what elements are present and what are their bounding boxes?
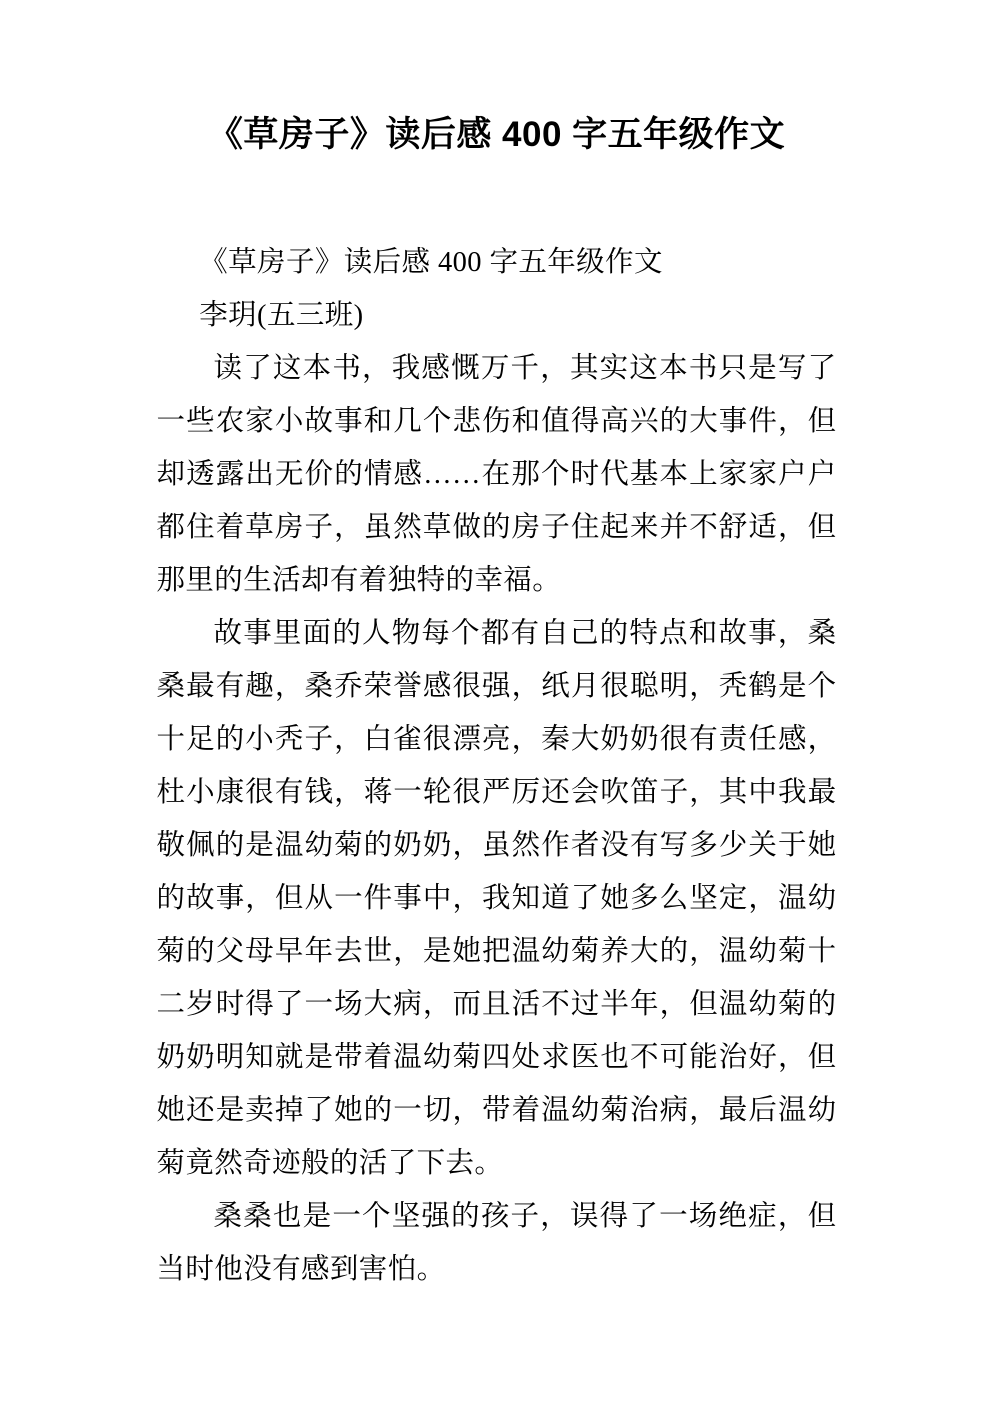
document-body [157, 158, 837, 1296]
document-author-line: 李玥(五三班) [199, 299, 364, 331]
document-paragraph-1: 读了这本书，我感慨万千，其实这本书只是写了一些农家小故事和几个悲伤和值得高兴的大事件，但却透露出无价的情感……在那个时代基本上家家户户都住着草房子，虽然草做的房子住起来并不舒适，但那里的生活却有着独特的幸福。 [156, 352, 837, 596]
page-title: 《草房子》读后感 400 字五年级作文 [207, 115, 786, 154]
document-paragraph-3: 桑桑也是一个坚强的孩子，误得了一场绝症，但当时他没有感到害怕。 [156, 1200, 837, 1285]
document-heading-line: 《草房子》读后感 400 字五年级作文 [199, 246, 663, 278]
document-paragraph-2: 故事里面的人物每个都有自己的特点和故事，桑桑最有趣，桑乔荣誉感很强，纸月很聪明，秃鹤是个十足的小秃子，白雀很漂亮，秦大奶奶很有责任感，杜小康很有钱，蒋一轮很严厉还会吹笛子，其中我最敬佩的是温幼菊的奶奶，虽然作者没有写多少关于她的故事，但从一件事中，我知道了她多么坚定，温幼菊的父母早年去世，是她把温幼菊养大的，温幼菊十二岁时得了一场大病，而且活不过半年，但温幼菊的奶奶明知就是带着温幼菊四处求医也不可能治好，但她还是卖掉了她的一切，带着温幼菊治病，最后温幼菊竟然奇迹般的活了下去。 [156, 617, 837, 1179]
